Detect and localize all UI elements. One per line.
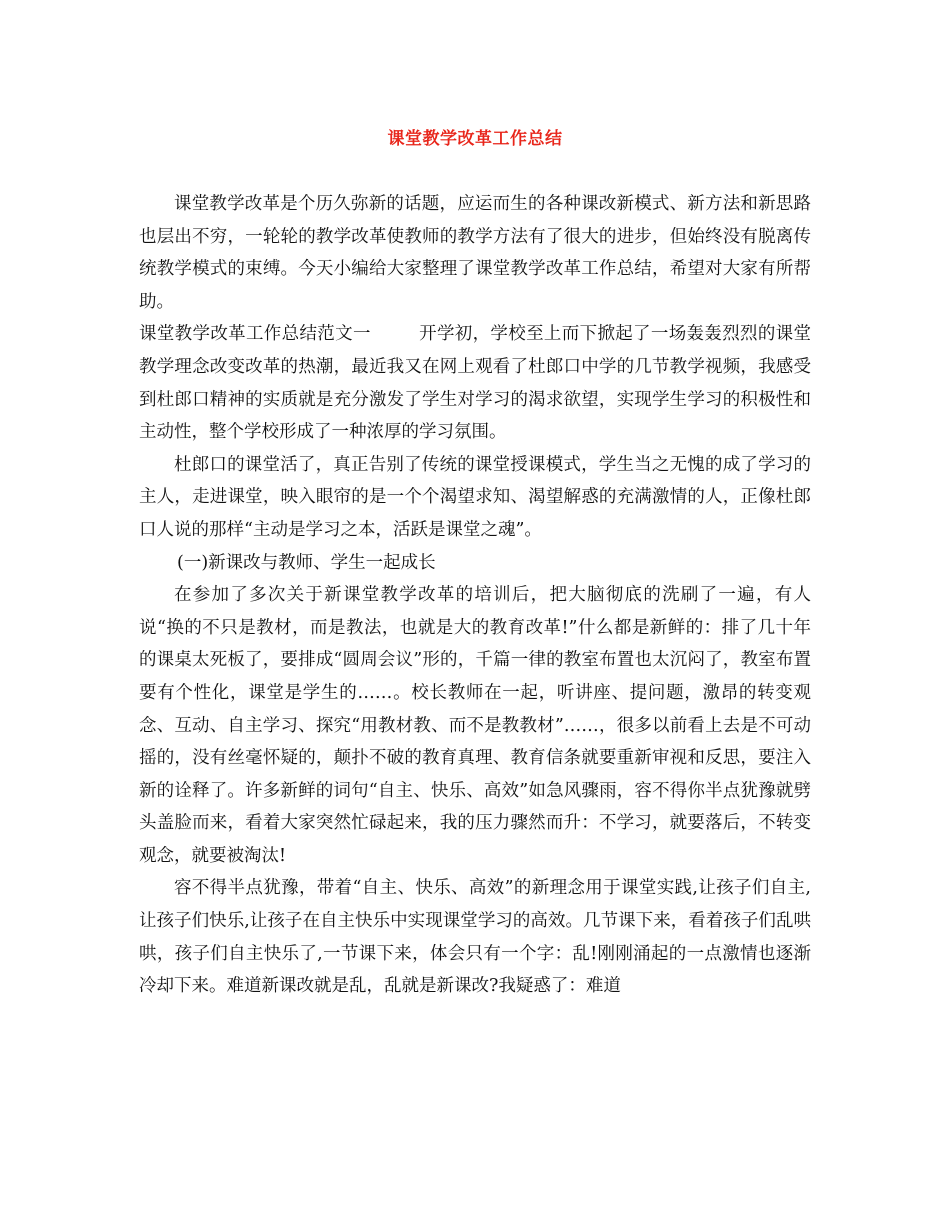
document-title: 课堂教学改革工作总结 xyxy=(387,129,563,149)
document-body xyxy=(139,188,811,1003)
paragraph-1-text: 开学初，学校至上而下掀起了一场轰轰烈烈的课堂教学理念改变改革的热潮，最近我又在网上观看了杜郎口中学的几节教学视频，我感受到杜郎口精神的实质就是充分激发了学生对学习的渴求欲望，实现学生学习的积极性和主动性，整个学校形成了一种浓厚的学习氛围。 xyxy=(139,324,812,443)
example-heading: 课堂教学改革工作总结范文一 xyxy=(139,324,371,345)
paragraph-3: 在参加了多次关于新课堂教学改革的培训后，把大脑彻底的洗刷了一遍，有人说“换的不只是教材，而是教法，也就是大的教育改革!”什么都是新鲜的：排了几十年的课桌太死板了，要排成“圆周会议”形的，千篇一律的教室布置也太沉闷了，教室布置要有个性化，课堂是学生的……。校长教师在一起，听讲座、提问题，激昂的转变观念、互动、自主学习、探究“用教材教、而不是教教材”……，很多以前看上去是不可动摇的，没有丝毫怀疑的，颠扑不破的教育真理、教育信条就要重新审视和反思，要注入新的诠释了。许多新鲜的词句“自主、快乐、高效”如急风骤雨，容不得你半点犹豫就劈头盖脸而来，看着大家突然忙碌起来，我的压力骤然而升：不学习，就要落后，不转变观念，就要被淘汰! xyxy=(139,585,811,866)
intro-paragraph: 课堂教学改革是个历久弥新的话题，应运而生的各种课改新模式、新方法和新思路也层出不穷，一轮轮的教学改革使教师的教学方法有了很大的进步，但始终没有脱离传统教学模式的束缚。今天小编给大家整理了课堂教学改革工作总结，希望对大家有所帮助。 xyxy=(139,194,811,312)
section-heading-1: (一)新课改与教师、学生一起成长 xyxy=(177,552,436,573)
paragraph-4: 容不得半点犹豫，带着“自主、快乐、高效”的新理念用于课堂实践,让孩子们自主,让孩子们快乐,让孩子在自主快乐中实现课堂学习的高效。几节课下来，看着孩子们乱哄哄，孩子们自主快乐了,一节课下来，体会只有一个字：乱!刚刚涌起的一点激情也逐渐冷却下来。难道新课改就是乱，乱就是新课改?我疑惑了：难道 xyxy=(139,878,811,997)
example-paragraph-1 xyxy=(139,318,811,448)
paragraph-2: 杜郎口的课堂活了，真正告别了传统的课堂授课模式，学生当之无愧的成了学习的主人，走进课堂，映入眼帘的是一个个渴望求知、渴望解惑的充满激情的人，正像杜郎口人说的那样“主动是学习之本，活跃是课堂之魂”。 xyxy=(139,454,811,540)
